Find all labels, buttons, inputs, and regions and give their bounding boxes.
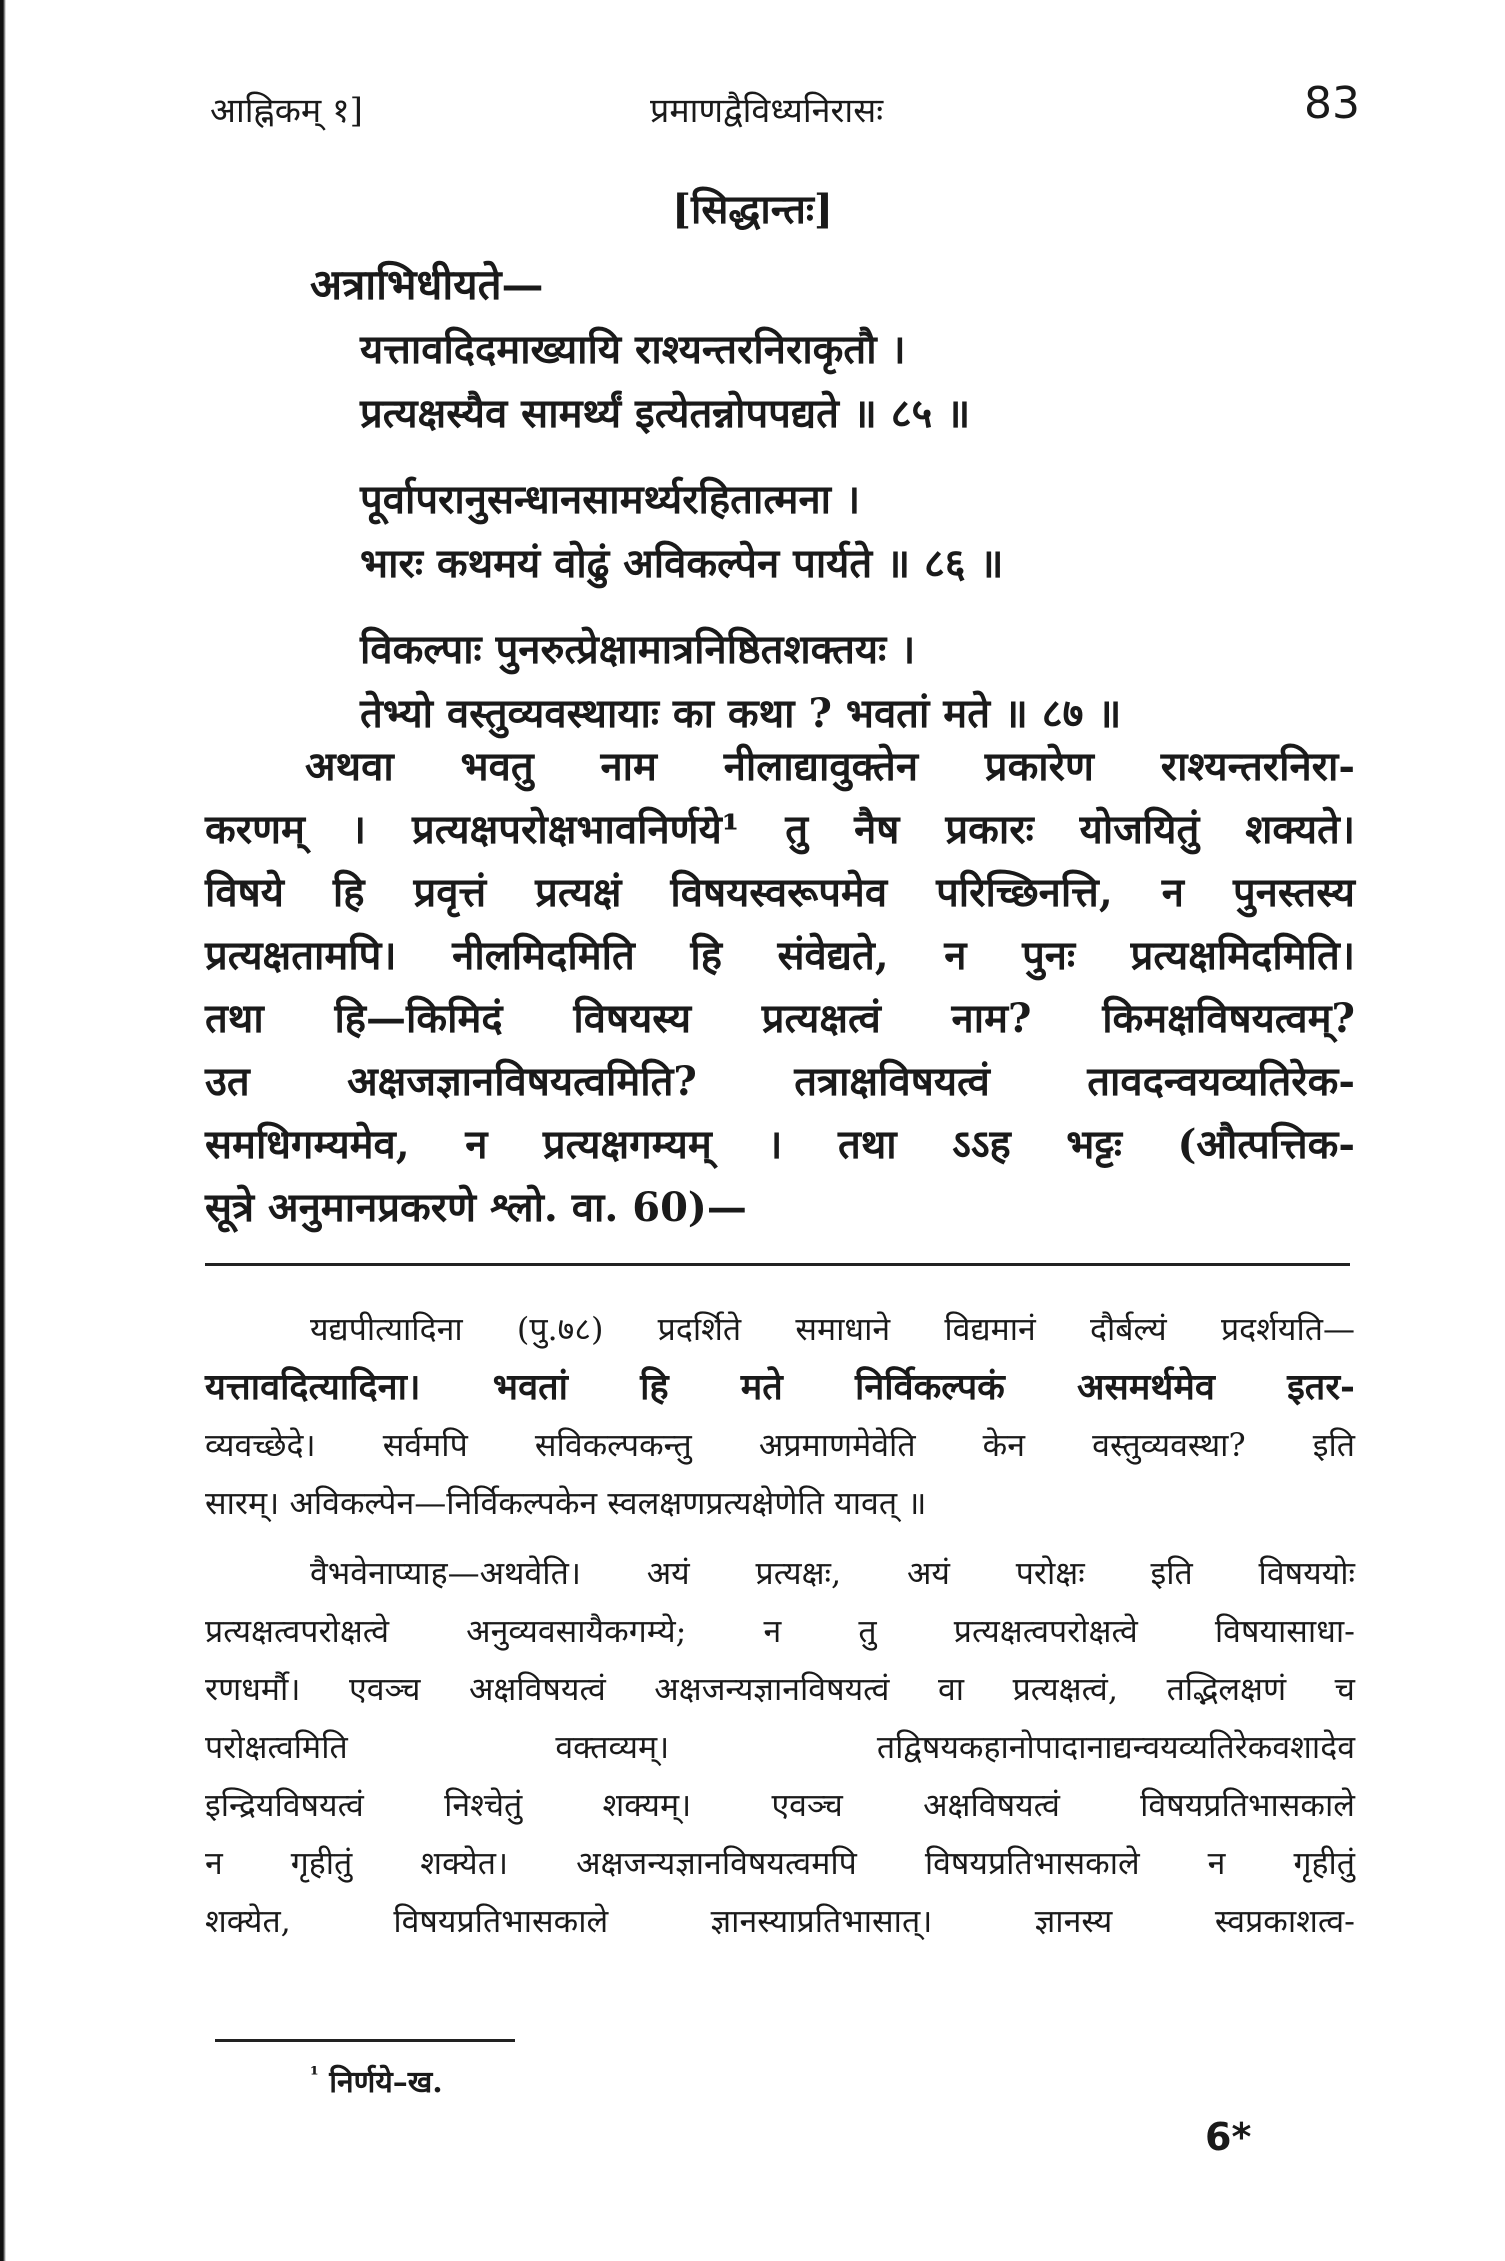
verses-block (360, 318, 1360, 768)
body-line: अथवा भवतु नाम नीलाद्यावुक्तेन प्रकारेण राश्यन्तरनिरा- (305, 743, 1355, 790)
commentary-block (205, 1300, 1355, 1962)
commentary-line: शक्येत, विषयप्रतिभासकाले ज्ञानस्याप्रतिभासात्। ज्ञानस्य स्वप्रकाशत्व- (205, 1902, 1355, 1940)
verse-line: भारः कथमयं वोढुं अविकल्पेन पार्यते ॥ ८६ ॥ (360, 540, 1004, 587)
commentary-paragraph (205, 1544, 1355, 1950)
commentary-line: परोक्षत्वमिति वक्तव्यम्। तद्विषयकहानोपादानाद्यन्वयव्यतिरेकवशादेव (205, 1728, 1355, 1766)
verse-line: यत्तावदिदमाख्यायि राश्यन्तरनिराकृतौ । (360, 326, 906, 373)
footnote (310, 2060, 443, 2101)
body-line: सूत्रे अनुमानप्रकरणे श्लो. वा. 60)— (205, 1184, 747, 1231)
signature-mark: 6* (1205, 2115, 1252, 2159)
commentary-paragraph (205, 1300, 1355, 1532)
verse-87 (360, 618, 1360, 746)
section-title: [सिद्धान्तः] (672, 186, 833, 233)
commentary-line: यत्तावदित्यादिना। भवतां हि मते निर्विकल्पकं असमर्थमेव इतर- (205, 1366, 1355, 1408)
footnote-text: निर्णये–ख. (329, 2065, 443, 2100)
commentary-divider (205, 1263, 1350, 1266)
footnote-marker: ¹ (310, 2062, 319, 2086)
verse-line: प्रत्यक्षस्यैव सामर्थ्यं इत्येतन्नोपपद्यते ॥ ८५ ॥ (360, 390, 971, 437)
header-title: प्रमाणद्वैविध्यनिरासः (650, 91, 884, 131)
verse-line: तेभ्यो वस्तुव्यवस्थायाः का कथा ? भवतां मते ॥ ८७ ॥ (360, 690, 1122, 737)
intro-line: अत्राभिधीयते— (310, 260, 544, 309)
body-line: करणम् । प्रत्यक्षपरोक्षभावनिर्णये¹ तु नैष प्रकारः योजयितुं शक्यते। (205, 806, 1355, 853)
verse-line: विकल्पाः पुनरुत्प्रेक्षामात्रनिष्ठितशक्तयः । (360, 626, 916, 673)
commentary-line: इन्द्रियविषयत्वं निश्चेतुं शक्यम्। एवञ्च अक्षविषयत्वं विषयप्रतिभासकाले (205, 1786, 1355, 1824)
commentary-line: न गृहीतुं शक्येत। अक्षजन्यज्ञानविषयत्वमपि विषयप्रतिभासकाले न गृहीतुं (205, 1844, 1355, 1882)
commentary-line: प्रत्यक्षत्वपरोक्षत्वे अनुव्यवसायैकगम्ये; न तु प्रत्यक्षत्वपरोक्षत्वे विषयासाधा- (205, 1612, 1355, 1650)
verse-line: पूर्वापरानुसन्धानसामर्थ्यरहितात्मना । (360, 476, 861, 523)
header-chapter: आह्निकम् १] (210, 91, 363, 131)
commentary-line: यद्यपीत्यादिना (पु.७८) प्रदर्शिते समाधाने विद्यमानं दौर्बल्यं प्रदर्शयति— (310, 1310, 1355, 1348)
commentary-line: व्यवच्छेदे। सर्वमपि सविकल्पकन्तु अप्रमाणमेवेति केन वस्तुव्यवस्था? इति (205, 1426, 1355, 1464)
binding-edge (0, 0, 14, 2261)
body-line: उत अक्षजज्ञानविषयत्वमिति? तत्राक्षविषयत्वं तावदन्वयव्यतिरेक- (205, 1058, 1355, 1105)
body-line: विषये हि प्रवृत्तं प्रत्यक्षं विषयस्वरूपमेव परिच्छिनत्ति, न पुनस्तस्य (205, 869, 1355, 916)
footnote-divider (215, 2039, 515, 2042)
commentary-line: सारम्। अविकल्पेन—निर्विकल्पकेन स्वलक्षणप्रत्यक्षेणेति यावत् ॥ (205, 1484, 927, 1522)
running-header (200, 78, 1360, 138)
verse-85 (360, 318, 1360, 446)
body-line: प्रत्यक्षतामपि। नीलमिदमिति हि संवेद्यते, न पुनः प्रत्यक्षमिदमिति। (205, 932, 1355, 979)
body-line: समधिगम्यमेव, न प्रत्यक्षगम्यम् । तथा ऽऽह भट्टः (औत्पत्तिक- (205, 1121, 1355, 1168)
commentary-line: वैभवेनाप्याह—अथवेति। अयं प्रत्यक्षः, अयं परोक्षः इति विषययोः (310, 1554, 1355, 1592)
commentary-line: रणधर्मौ। एवञ्च अक्षविषयत्वं अक्षजन्यज्ञानविषयत्वं वा प्रत्यक्षत्वं, तद्भिलक्षणं च (205, 1670, 1355, 1708)
main-paragraph (205, 735, 1355, 1239)
body-line: तथा हि—किमिदं विषयस्य प्रत्यक्षत्वं नाम? किमक्षविषयत्वम्? (205, 995, 1355, 1042)
verse-86 (360, 468, 1360, 596)
page-number: 83 (1304, 78, 1360, 129)
